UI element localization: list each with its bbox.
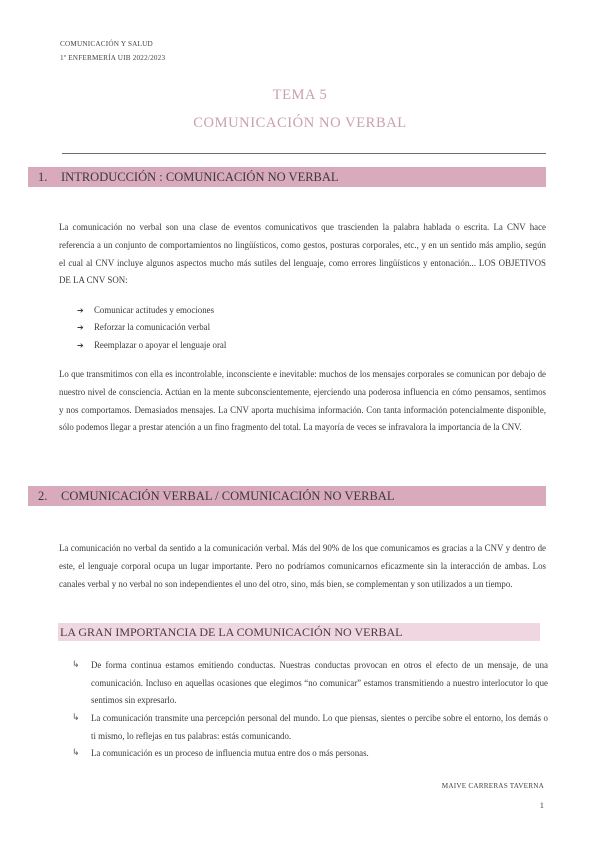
list-text: La comunicación transmite una percepción personal del mundo. Lo que piensas, sientes o percibe sobre el entorno, los demás o ti mismo, lo reflejas en tus palabras: estás comunicando. [91, 713, 548, 741]
header-year: 1º ENFERMERÍA UIB 2022/2023 [60, 54, 166, 62]
bullet-text: Reemplazar o apoyar el lenguaje oral [94, 340, 227, 350]
section-1-heading [28, 167, 546, 187]
subsection-title: LA GRAN IMPORTANCIA DE LA COMUNICACIÓN NO VERBAL [60, 625, 403, 639]
bullet-text: Reforzar la comunicación verbal [94, 322, 211, 332]
bullet-text: Comunicar actitudes y emociones [94, 305, 215, 315]
arrow-bullet-icon: ➔ [77, 306, 84, 315]
section-1-title: INTRODUCCIÓN : COMUNICACIÓN NO VERBAL [61, 170, 339, 184]
section-2-paragraph-1: La comunicación no verbal da sentido a la comunicación verbal. Más del 90% de los que comunicamos es gracias a la CNV y dentro de este, el lenguaje corporal ocupa un lugar importante. Pero no podríamos comunicarnos eficazmente sin la interacción de ambas. Los canales verbal y no verbal no son independientes el uno del otro, sino, más bien, se complementan y son utilizados a un tiempo. [59, 543, 546, 589]
section-1-number: 1. [38, 170, 48, 184]
section-1-paragraph-1: La comunicación no verbal son una clase de eventos comunicativos que trascienden la palabra hablada o escrita. La CNV hace referencia a un conjunto de comportamientos no lingüísticos, como gestos, posturas corporales, etc., y en un sentido más amplio, según el cual al CNV incluye algunos aspectos mucho más sutiles del lenguaje, como errores lingüísticos y entonación... LOS OBJETIVOS DE LA CNV SON: [59, 222, 546, 286]
return-arrow-icon: ↳ [72, 660, 80, 670]
section-2-heading [28, 486, 546, 506]
page-title: COMUNICACIÓN NO VERBAL [193, 115, 407, 131]
list-text: De forma continua estamos emitiendo conductas. Nuestras conductas provocan en otros el efecto de un mensaje, de una comunicación. Incluso en aquellas ocasiones que elegimos “no comunicar” estamos transmitiendo a nuestro interlocutor lo que sentimos sin expresarlo. [91, 660, 548, 706]
list-item [72, 657, 548, 710]
list-text: La comunicación es un proceso de influencia mutua entre dos o más personas. [91, 748, 369, 758]
section-2-title: COMUNICACIÓN VERBAL / COMUNICACIÓN NO VERBAL [61, 489, 395, 503]
page-number: 1 [539, 800, 544, 810]
list-item [72, 710, 548, 745]
return-arrow-icon: ↳ [72, 748, 80, 758]
section-1-paragraph-2: Lo que transmitimos con ella es incontrolable, inconsciente e inevitable: muchos de los mensajes corporales se comunican por debajo de nuestro nivel de consciencia. Actúan en la mente subconscientemente, ejerciendo una poderosa influencia en cómo pensamos, sentimos y nos comportamos. Demasiados mensajes. La CNV aporta muchísima información. Con tanta información potencialmente disponible, sólo podemos llegar a prestar atención a un fino fragmento del total. La mayoría de veces se infravalora la importancia de la CNV. [59, 369, 546, 433]
section-2-number: 2. [38, 489, 48, 503]
footer-author: MAIVE CARRERAS TAVERNA [441, 782, 544, 790]
arrow-bullet-icon: ➔ [77, 341, 84, 350]
topic-number: TEMA 5 [272, 87, 328, 103]
title-divider [62, 153, 546, 154]
list-item [72, 745, 548, 763]
arrow-bullet-icon: ➔ [77, 323, 84, 332]
header-course: COMUNICACIÓN Y SALUD [60, 40, 153, 48]
return-arrow-icon: ↳ [72, 713, 80, 723]
subsection-heading [58, 623, 540, 641]
